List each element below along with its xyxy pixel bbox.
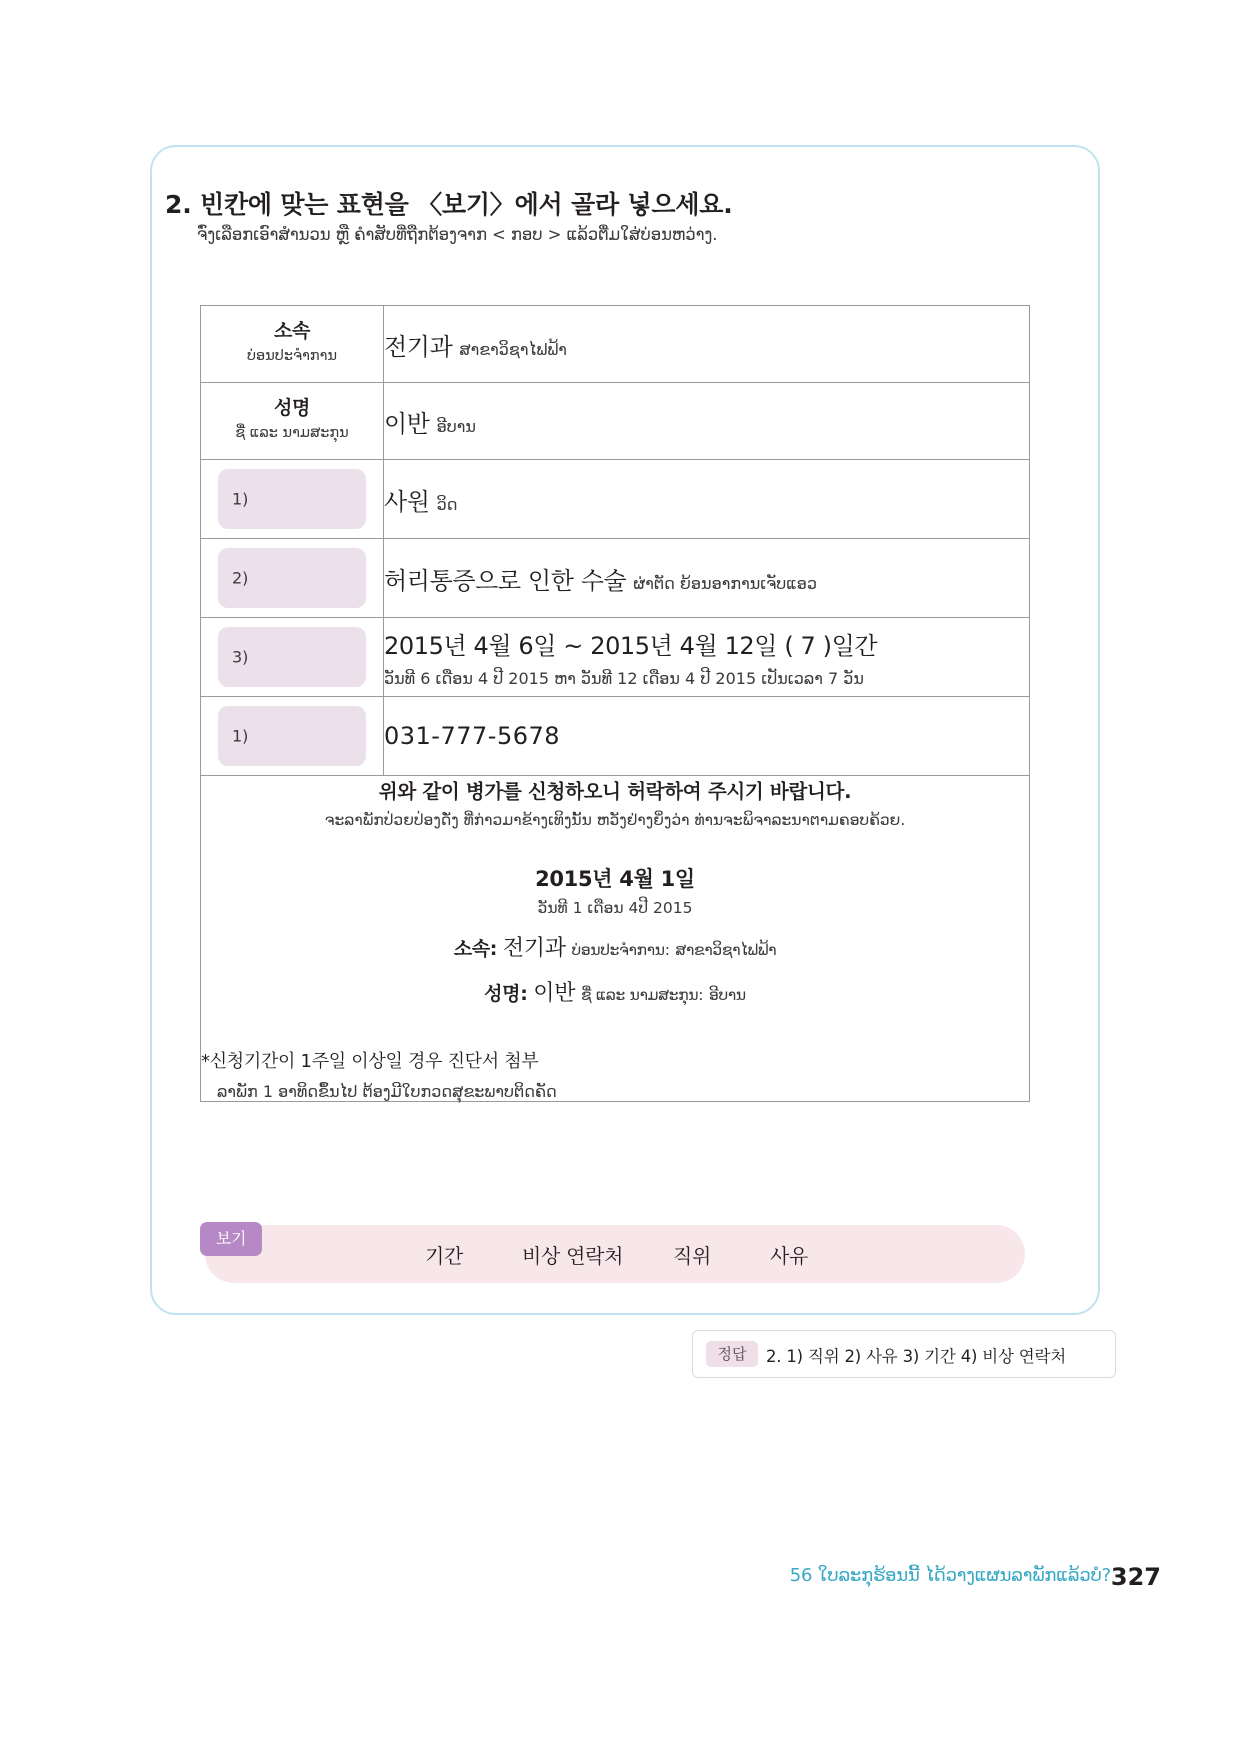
value-ko: 허리통증으로 인한 수술	[384, 566, 627, 595]
row-value-reason	[384, 539, 1030, 618]
row-value-emergency-contact	[384, 697, 1030, 776]
footer-note-lo: ລາພັກ 1 ອາທິດຂຶ້ນໄປ ຕ້ອງມີໃບກວດສຸຂະພາບຕິດຄັດ	[217, 1082, 557, 1102]
blank-number: 2)	[232, 568, 249, 588]
value-lo: ວິດ	[436, 494, 458, 514]
row-blank-4[interactable]	[201, 697, 384, 776]
row-value-name	[384, 383, 1030, 460]
wordbank-item-period[interactable]: 기간	[425, 1244, 464, 1268]
footer-note-ko: *신청기간이 1주일 이상일 경우 진단서 첨부	[201, 1051, 539, 1073]
row-value-position	[384, 460, 1030, 539]
answer-blank-box[interactable]	[218, 706, 366, 766]
row-blank-1[interactable]	[201, 460, 384, 539]
footer-name-row	[201, 976, 1029, 1007]
value-ko: 이반	[384, 409, 430, 438]
label-lo: ຊື່ ແລະ ນາມສະກຸນ	[235, 424, 349, 441]
answer-blank-box[interactable]	[218, 627, 366, 687]
blank-number: 3)	[232, 647, 249, 667]
form-footer	[201, 776, 1030, 1102]
page-number: 327	[1110, 1563, 1161, 1591]
table-row	[201, 697, 1030, 776]
value-lo: ສາຂາວິຊາໄຟຟ້າ	[459, 339, 567, 359]
row-blank-3[interactable]	[201, 618, 384, 697]
answer-tag: 정답	[706, 1341, 758, 1367]
table-row	[201, 383, 1030, 460]
footer-name-label-lo: ຊື່ ແລະ ນາມສະກຸນ:	[580, 986, 704, 1005]
footer-name-value-ko: 이반	[533, 981, 576, 1007]
footer-name-value-lo: ອີບານ	[708, 986, 746, 1005]
label-ko: 성명	[273, 397, 311, 420]
question-subheading-lao: ຈົ່ງເລືອກເອົາສໍານວນ ຫຼື ຄໍາສັບທີ່ຖືກຕ້ອງຈາກ < ກອບ > ແລ້ວຕື່ມໃສ່ບ່ອນຫວ່າງ.	[197, 225, 718, 244]
row-value-period	[384, 618, 1030, 697]
value-lo: ວັນທີ 6 ເດືອນ 4 ປີ 2015 ຫາ ວັນທີ 12 ເດືອນ 4 ປີ 2015 ເປັນເວລາ 7 ວັນ	[384, 669, 864, 689]
value-lo: ອີບານ	[436, 416, 476, 436]
wordbank-tag: 보기	[200, 1222, 262, 1256]
request-sentence-ko: 위와 같이 병가를 신청하오니 허락하여 주시기 바랍니다.	[378, 780, 852, 804]
value-lo: ຜ່າຕັດ ຍ້ອນອາການເຈັບແອວ	[633, 573, 818, 593]
label-lo: ບ່ອນປະຈໍາການ	[246, 347, 338, 364]
value-ko: 전기과	[384, 332, 453, 361]
footer-affiliation-label-ko: 소속:	[453, 938, 498, 961]
answer-blank-box[interactable]	[218, 548, 366, 608]
wordbank-item-position[interactable]: 직위	[673, 1244, 712, 1268]
leave-request-form-table	[200, 305, 1030, 1102]
blank-number: 1)	[232, 489, 249, 509]
label-ko: 소속	[273, 320, 311, 342]
wordbank-item-emergency-contact[interactable]: 비상 연락처	[522, 1244, 624, 1268]
footer-lesson-title: 56 ໃບລະກຸຮ້ອນນີ້ ໄດ້ວາງແຜນລາພັກແລ້ວບໍ?	[789, 1565, 1111, 1586]
table-row-footer	[201, 776, 1030, 1102]
value-ko: 사원	[384, 487, 430, 516]
answer-blank-box[interactable]	[218, 469, 366, 529]
footer-affiliation-value-lo: ສາຂາວິຊາໄຟຟ້າ	[675, 941, 777, 960]
request-sentence-lo: ຈະລາພັກປ່ວຍປ່ອງດັ່ງ ທີ່ກ່າວມາຂ້າງເທິງນັ້ນ ຫວັງຢ່າງຍິ່ງວ່າ ທ່ານຈະພິຈາລະນາຕາມຄອບຄ້ວຍ.	[324, 811, 906, 830]
question-heading: 2. 빈칸에 맞는 표현을 〈보기〉에서 골라 넣으세요.	[165, 190, 733, 219]
table-row	[201, 539, 1030, 618]
table-row	[201, 618, 1030, 697]
row-label-name	[201, 383, 384, 460]
footer-affiliation-label-lo: ບ່ອນປະຈໍາການ:	[571, 941, 670, 960]
answer-text: 2. 1) 직위 2) 사유 3) 기간 4) 비상 연락처	[766, 1347, 1067, 1366]
value-phone: 031-777-5678	[384, 722, 561, 751]
footer-name-label-ko: 성명:	[484, 983, 528, 1006]
footer-affiliation-row	[201, 931, 1029, 962]
value-ko: 2015년 4월 6일 ~ 2015년 4월 12일 ( 7 )일간	[384, 632, 878, 661]
blank-number: 1)	[232, 726, 249, 746]
wordbank-item-reason[interactable]: 사유	[770, 1244, 809, 1268]
table-row	[201, 460, 1030, 539]
form-date-ko: 2015년 4월 1일	[535, 867, 695, 892]
row-label-affiliation	[201, 306, 384, 383]
row-value-affiliation	[384, 306, 1030, 383]
footer-affiliation-value-ko: 전기과	[502, 936, 566, 962]
form-date-lo: ວັນທີ 1 ເດືອນ 4ປີ 2015	[537, 899, 693, 918]
row-blank-2[interactable]	[201, 539, 384, 618]
table-row	[201, 306, 1030, 383]
